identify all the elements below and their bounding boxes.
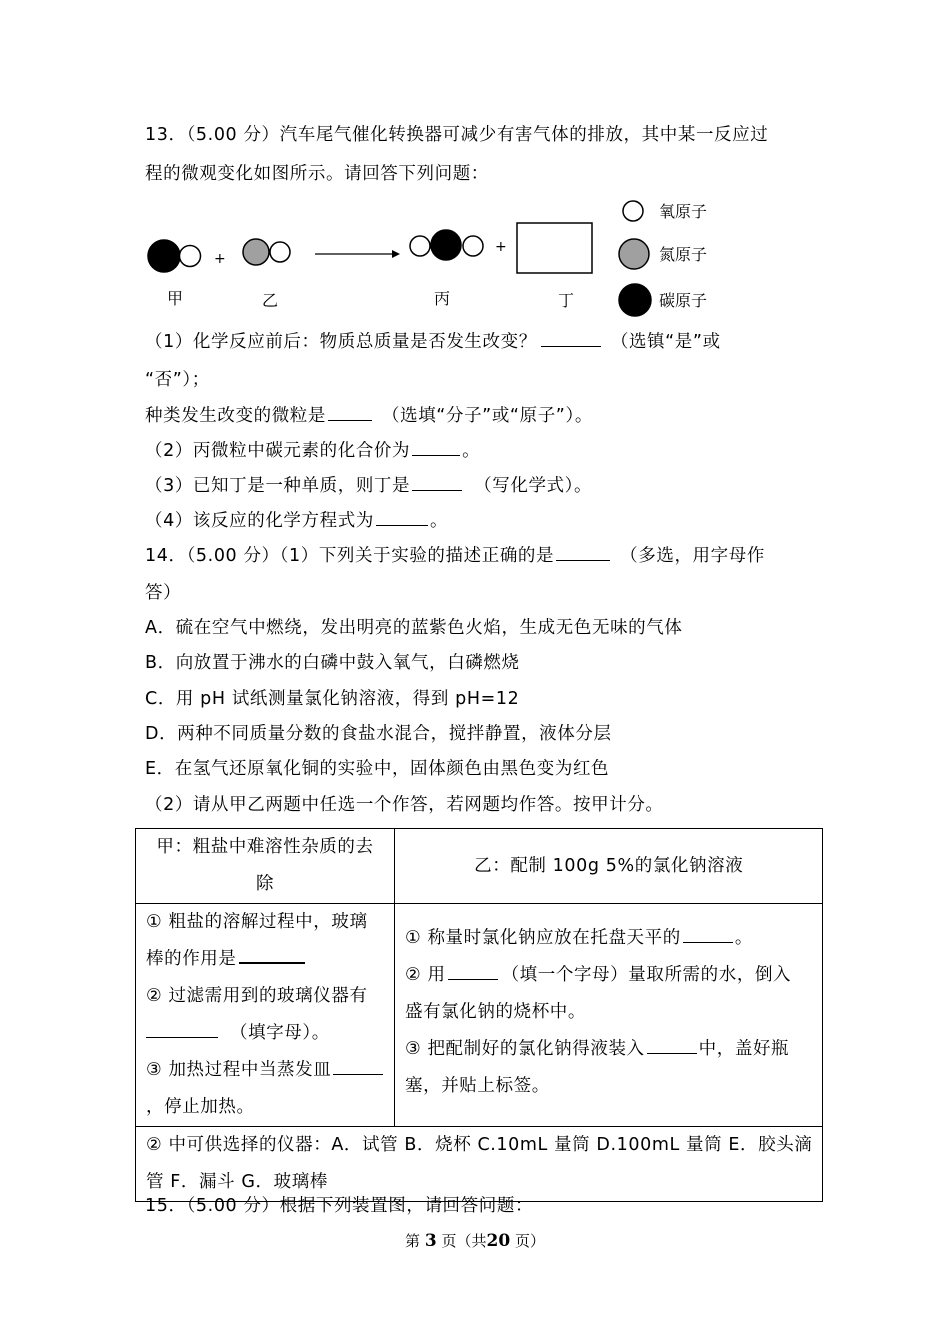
answer-blank[interactable] bbox=[647, 1037, 697, 1054]
legend-carbon-label: 碳原子 bbox=[659, 291, 708, 310]
q13-part1-particle-hint: （选填“分子”或“原子”）。 bbox=[382, 406, 593, 426]
answer-blank[interactable] bbox=[376, 509, 428, 526]
choice-table bbox=[135, 828, 823, 1202]
jia-item1-line2: 棒的作用是 bbox=[146, 949, 237, 969]
page-number: 3 bbox=[424, 1231, 437, 1251]
yi-item3-text: 中，盖好瓶 bbox=[698, 1039, 790, 1059]
footer-pre: 第 bbox=[405, 1232, 421, 1250]
q14-heading-cont: 答） bbox=[145, 583, 182, 603]
yi-item3-start: ③ 把配制好的氯化钠得液装入 bbox=[405, 1039, 645, 1059]
yi-item1: ① 称量时氯化钠应放在托盘天平的 bbox=[405, 928, 681, 948]
answer-blank[interactable] bbox=[448, 963, 498, 980]
arrow-head-icon bbox=[392, 250, 400, 258]
nitrogen-atom bbox=[243, 239, 269, 265]
table-footer bbox=[136, 1127, 823, 1202]
yi-item2-text: （填一个字母）量取所需的水，倒入 bbox=[501, 965, 792, 985]
table-footer-line1: ② 中可供选择的仪器：A．试管 B．烧杯 C.10mL 量筒 D.100mL 量筒 E．胶头滴 bbox=[146, 1135, 813, 1155]
q13-part1-cont: “否”）； bbox=[145, 370, 210, 390]
jia-item2-line1: ② 过滤需用到的玻璃仪器有 bbox=[146, 986, 368, 1006]
yi-item2-cont: 盛有氯化钠的烧杯中。 bbox=[405, 1002, 586, 1022]
q13-part1-particle-text: 种类发生改变的微粒是 bbox=[145, 406, 326, 426]
product-box bbox=[517, 223, 592, 273]
label-ding: 丁 bbox=[558, 291, 575, 310]
q13-part2 bbox=[145, 439, 480, 462]
jia-item2-line2: （填字母）。 bbox=[230, 1023, 330, 1043]
table-head-jia-line1: 甲：粗盐中难溶性杂质的去 bbox=[156, 837, 374, 857]
plus-sign: + bbox=[214, 251, 226, 267]
table-cell-yi bbox=[395, 904, 823, 1127]
q13-heading: 13．（5.00 分）汽车尾气催化转换器可减少有害气体的排放，其中某一反应过 bbox=[145, 125, 769, 145]
q13-part2-end: 。 bbox=[462, 441, 481, 461]
page-footer bbox=[0, 1230, 950, 1251]
table-footer-line2: 管 F．漏斗 G．玻璃棒 bbox=[146, 1172, 328, 1192]
q13-part4-end: 。 bbox=[429, 511, 449, 531]
yi-item2-start: ② 用 bbox=[405, 965, 446, 985]
q14-heading-text: 14．（5.00 分）（1）下列关于实验的描述正确的是 bbox=[145, 546, 555, 566]
answer-blank[interactable] bbox=[146, 1021, 218, 1038]
oxygen-atom bbox=[180, 246, 201, 267]
oxygen-atom bbox=[410, 236, 430, 256]
q13-part1-hint: （选镇“是”或 bbox=[610, 332, 721, 352]
plus-sign: + bbox=[495, 239, 507, 255]
answer-blank[interactable] bbox=[333, 1058, 383, 1075]
answer-blank[interactable] bbox=[239, 946, 305, 964]
q13-heading-cont: 程的微观变化如图所示。请回答下列问题： bbox=[145, 164, 489, 184]
option-d: D．两种不同质量分数的食盐水混合，搅拌静置，液体分层 bbox=[145, 724, 612, 744]
answer-blank[interactable] bbox=[412, 439, 460, 456]
q13-part3-hint: （写化学式）。 bbox=[474, 476, 593, 496]
yi-item1-end: 。 bbox=[734, 928, 753, 948]
q14-part2: （2）请从甲乙两题中任选一个作答，若网题均作答。按甲计分。 bbox=[145, 795, 664, 815]
oxygen-atom bbox=[270, 242, 290, 262]
table-head-yi: 乙：配制 100g 5%的氯化钠溶液 bbox=[395, 829, 823, 904]
jia-item3-line1: ③ 加热过程中当蒸发皿 bbox=[146, 1060, 332, 1080]
q13-part2-text: （2）丙微粒中碳元素的化合价为 bbox=[145, 441, 411, 461]
footer-post: 页） bbox=[514, 1232, 545, 1250]
legend-nitrogen-label: 氮原子 bbox=[659, 245, 708, 264]
total-pages: 20 bbox=[486, 1231, 511, 1251]
q13-part1 bbox=[145, 330, 721, 353]
footer-mid: 页（共 bbox=[441, 1232, 487, 1250]
option-c: C．用 pH 试纸测量氯化钠溶液，得到 pH=12 bbox=[145, 689, 520, 709]
answer-blank[interactable] bbox=[683, 926, 733, 943]
q15-heading: 15．（5.00 分）根据下列装置图，请回答问题： bbox=[145, 1196, 534, 1216]
jia-item1-line1: ① 粗盐的溶解过程中，玻璃 bbox=[146, 912, 368, 932]
yi-item3-cont: 塞，并贴上标签。 bbox=[405, 1076, 550, 1096]
carbon-atom bbox=[148, 240, 180, 272]
label-yi: 乙 bbox=[262, 291, 279, 310]
answer-blank[interactable] bbox=[556, 544, 610, 561]
table-head-jia-line2: 除 bbox=[255, 874, 275, 894]
q13-part3-text: （3）已知丁是一种单质，则丁是 bbox=[145, 476, 411, 496]
legend-oxygen-icon bbox=[623, 201, 643, 221]
q13-part3 bbox=[145, 474, 592, 497]
q14-heading-hint: （多选，用字母作 bbox=[620, 546, 765, 566]
option-a: A．硫在空气中燃绕，发出明亮的蓝紫色火焰，生成无色无味的气体 bbox=[145, 618, 683, 638]
q13-part1-text: （1）化学反应前后：物质总质量是否发生改变？ bbox=[145, 332, 537, 352]
table-cell-jia bbox=[136, 904, 395, 1127]
q14-heading bbox=[145, 544, 765, 567]
legend-nitrogen-icon bbox=[619, 239, 649, 269]
q13-part4 bbox=[145, 509, 448, 532]
jia-item3-line2: ，停止加热。 bbox=[146, 1097, 255, 1117]
label-jia: 甲 bbox=[167, 289, 184, 308]
answer-blank[interactable] bbox=[541, 330, 601, 347]
q13-part4-text: （4）该反应的化学方程式为 bbox=[145, 511, 374, 531]
answer-blank[interactable] bbox=[412, 474, 462, 491]
oxygen-atom bbox=[463, 236, 483, 256]
table-head-jia bbox=[136, 829, 395, 904]
legend-oxygen-label: 氧原子 bbox=[659, 202, 708, 221]
label-bing: 丙 bbox=[434, 289, 451, 308]
carbon-atom bbox=[431, 230, 461, 260]
option-b: B．向放置于沸水的白磷中鼓入氧气，白磷燃烧 bbox=[145, 653, 520, 673]
reaction-diagram bbox=[140, 196, 740, 321]
legend-carbon-icon bbox=[619, 284, 651, 316]
answer-blank[interactable] bbox=[328, 404, 372, 421]
option-e: E．在氢气还原氧化铜的实验中，固体颜色由黑色变为红色 bbox=[145, 759, 610, 779]
q13-part1-particle bbox=[145, 404, 593, 427]
